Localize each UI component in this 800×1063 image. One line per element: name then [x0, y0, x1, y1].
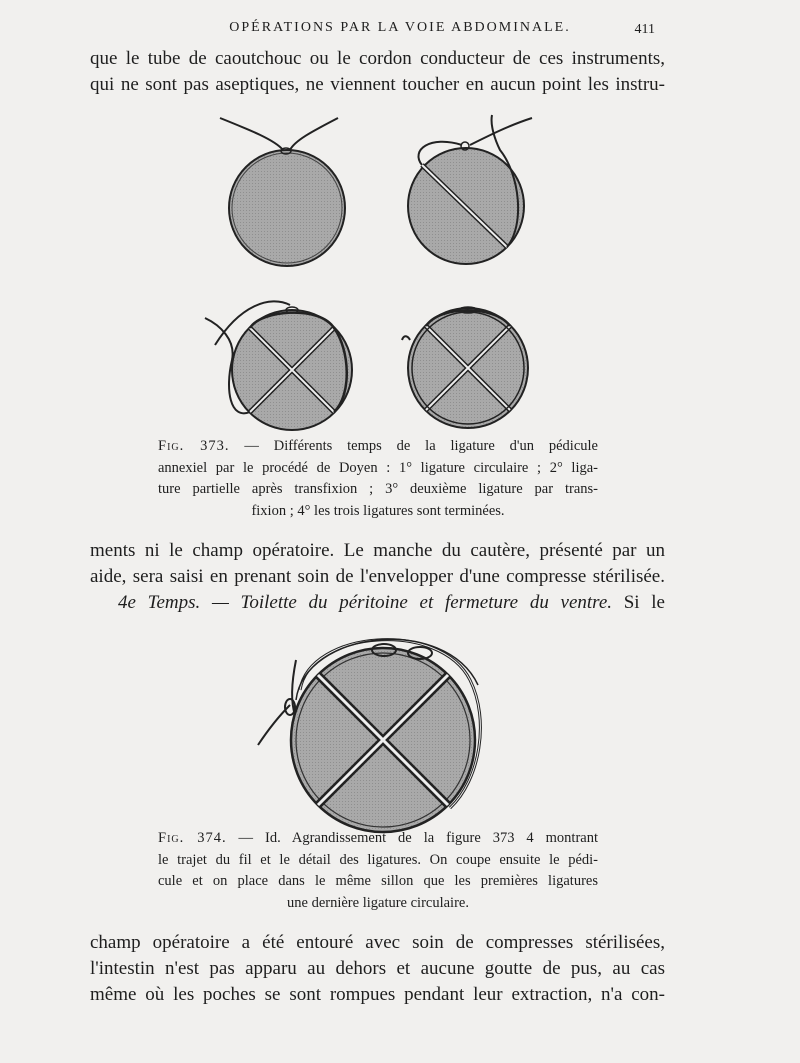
caption-line: — Id. Agrandissement de la figure 373 4 montrant	[238, 830, 598, 846]
caption-line: cule et on place dans le même sillon que les premières ligatures	[158, 873, 598, 889]
figure-label: Fig. 374.	[158, 830, 227, 846]
text-line: aide, sera saisi en prenant soin de l'envelopper d'une compresse stérilisée.	[90, 566, 665, 587]
text-line: champ opératoire a été entouré avec soin de compresses stérilisées,	[90, 932, 665, 953]
figure-label: Fig. 373.	[158, 438, 230, 454]
text-fragment: Si le	[623, 592, 665, 613]
caption-line: ture partielle après transfixion ; 3° deuxième ligature par trans-	[158, 481, 598, 497]
figure-374-caption	[158, 828, 598, 914]
text-line: même où les poches se sont rompues pendant leur extraction, n'a con-	[90, 984, 665, 1005]
text-line: ments ni le champ opératoire. Le manche du cautère, présenté par un	[90, 540, 665, 561]
text-line: qui ne sont pas aseptiques, ne viennent toucher en aucun point les instru-	[90, 74, 665, 95]
pedicle-enlarged-diagram	[258, 639, 480, 832]
text-line: que le tube de caoutchouc ou le cordon conducteur de ces instruments,	[90, 48, 665, 69]
page-number: 411	[634, 22, 655, 37]
text-line: l'intestin n'est pas apparu au dehors et aucune goutte de pus, au cas	[90, 958, 665, 979]
body-text-bottom	[90, 930, 665, 1008]
caption-line: le trajet du fil et le détail des ligatures. On coupe ensuite le pédi-	[158, 851, 598, 868]
caption-line: — Différents temps de la ligature d'un pédicule	[244, 438, 598, 454]
caption-line: fixion ; 4° les trois ligatures sont terminées.	[251, 502, 505, 519]
caption-line: annexiel par le procédé de Doyen : 1° ligature circulaire ; 2° liga-	[158, 459, 598, 476]
running-head: OPÉRATIONS PAR LA VOIE ABDOMINALE.	[229, 20, 571, 35]
section-heading: 4e Temps. — Toilette du péritoine et fermeture du ventre.	[118, 592, 613, 613]
caption-line: une dernière ligature circulaire.	[287, 894, 469, 911]
